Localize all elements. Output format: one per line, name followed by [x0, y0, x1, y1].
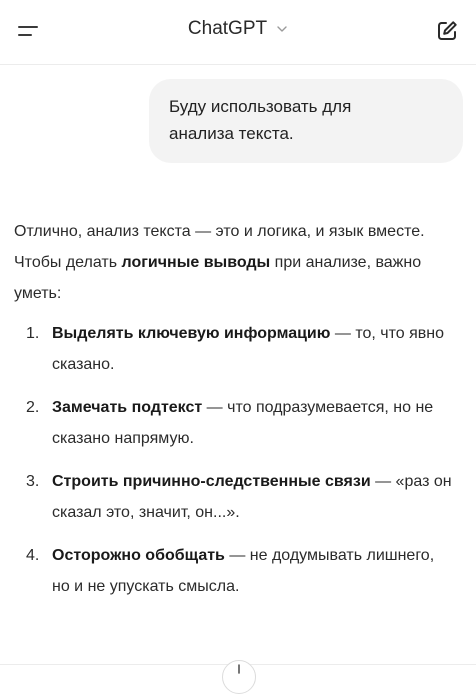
assistant-message: [14, 216, 454, 614]
arrow-down-icon: [223, 661, 255, 675]
list-item-text: — «раз он сказал это, значит, он...».: [52, 473, 452, 521]
list-item-number: 2.: [26, 399, 40, 416]
model-selector[interactable]: [0, 18, 476, 40]
skills-list: [14, 318, 454, 602]
list-item-text: — что подразумевается, но не сказано напрямую.: [52, 399, 434, 447]
list-item: [14, 392, 454, 454]
app-title: ChatGPT: [187, 18, 267, 39]
list-item-text: — не додумывать лишнего, но и не упускать смысла.: [52, 547, 435, 595]
list-item-bold: Строить причинно-следственные связи: [52, 473, 371, 490]
list-item: [14, 466, 454, 528]
list-item-bold: Выделять ключевую информацию: [52, 325, 331, 342]
assistant-intro: [14, 216, 454, 309]
list-item-bold: Замечать подтекст: [52, 399, 203, 416]
list-item-number: 1.: [26, 325, 40, 342]
intro-bold: логичные выводы: [121, 254, 271, 271]
list-item-text: — то, что явно сказано.: [52, 325, 444, 373]
list-item: [14, 318, 454, 380]
top-bar: [0, 0, 476, 65]
list-item-number: 4.: [26, 547, 40, 564]
scroll-down-button[interactable]: [222, 660, 256, 694]
chevron-down-icon: [276, 23, 288, 35]
new-chat-icon[interactable]: [434, 18, 460, 44]
user-message-line-2: анализа текста.: [169, 124, 294, 143]
user-message-line-1: Буду использовать для: [169, 97, 352, 116]
intro-text-end: при анализе, важно уметь:: [14, 254, 422, 302]
list-item-bold: Осторожно обобщать: [52, 547, 225, 564]
list-item-number: 3.: [26, 473, 40, 490]
intro-text-start: Отлично, анализ текста — это и логика, и язык вместе. Чтобы делать: [14, 223, 425, 271]
list-item: [14, 540, 454, 602]
user-message-bubble: [149, 79, 463, 163]
